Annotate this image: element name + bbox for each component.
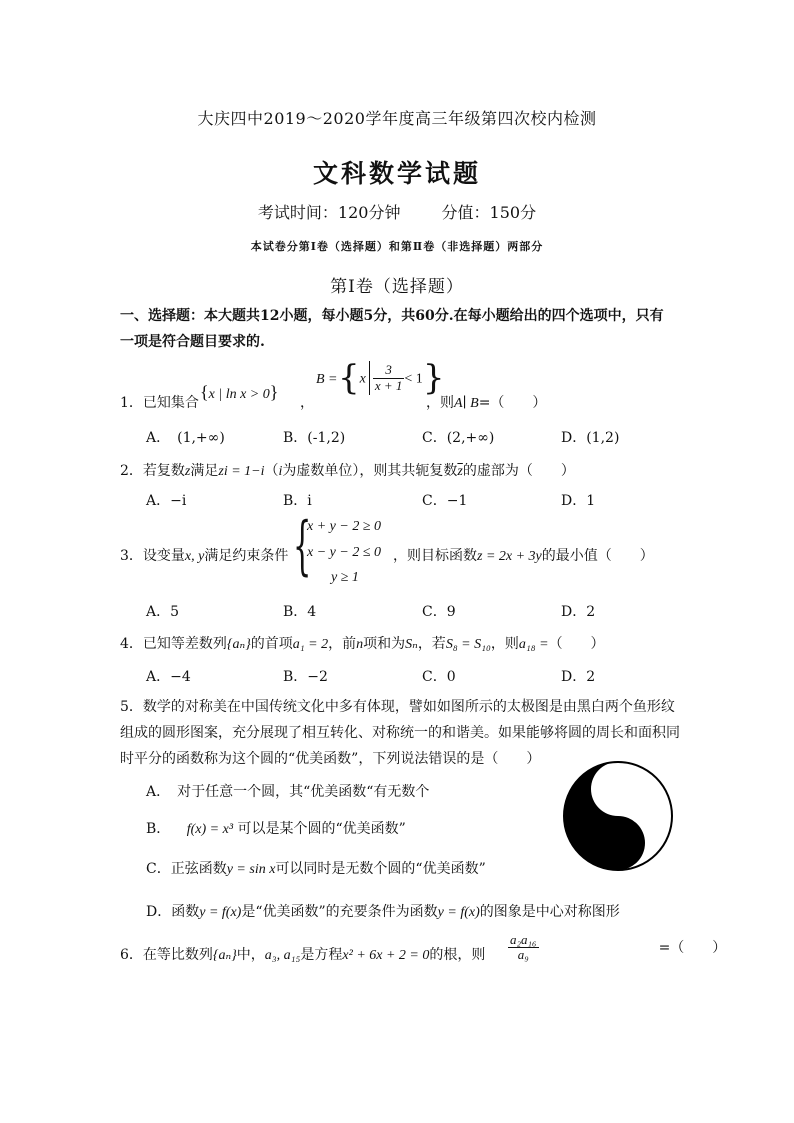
- q4-n: n: [356, 637, 364, 652]
- q1-setB-lbrace: {: [338, 358, 360, 398]
- exam-time: 考试时间：120分钟: [257, 203, 401, 222]
- q1-eq: =（ ）: [478, 395, 547, 411]
- q4-stem: [120, 633, 605, 653]
- q3-option-b: B．4: [283, 604, 317, 620]
- q4-sn: Sₙ: [405, 637, 418, 652]
- q3-tail: 的最小值（ ）: [541, 548, 654, 564]
- q6-text-d: 的根，则: [429, 947, 486, 963]
- q5-option-d-post: 的图象是中心对称图形: [479, 904, 620, 920]
- q4-option-b: B．−2: [283, 669, 328, 685]
- exam-meta: [0, 200, 794, 223]
- q1-setA-lbrace: {: [200, 382, 209, 402]
- q6-eqn: x² + 6x + 2 = 0: [342, 948, 430, 963]
- q1-option-c: C．(2,+∞): [422, 430, 495, 446]
- q4-option-d: D．2: [561, 669, 596, 685]
- q4-text-d: 项和为: [363, 636, 406, 652]
- q3-prefix-text: 3．设变量: [120, 548, 185, 564]
- q5-option-a: A． 对于任意一个圆，其“优美函数“有无数个: [146, 784, 430, 800]
- q1-setB-tail: < 1: [404, 371, 423, 387]
- q3-prefix: [120, 545, 288, 565]
- q3-suffix-text: ，则目标函数: [393, 548, 477, 564]
- q2-text-c: （: [264, 463, 279, 479]
- q4-text-g: （ ）: [548, 636, 605, 652]
- q5-line3: 时平分的函数称为这个圆的“优美函数”，下列说法错误的是（ ）: [120, 751, 541, 767]
- q1-setA-rbrace: }: [269, 382, 279, 402]
- q5-option-c-post: 可以同时是无数个圆的“优美函数”: [275, 861, 486, 877]
- q4-a18: a₁₈ =: [518, 637, 549, 652]
- q5-line1: 5．数学的对称美在中国传统文化中多有体现，譬如如图所示的太极图是由黑白两个鱼形纹: [120, 699, 675, 715]
- q1-suffix-text: ，则: [426, 395, 454, 411]
- q1-setB-bar: [369, 361, 370, 395]
- q6-seq: {aₙ}: [212, 948, 237, 963]
- q2-text-d: 为虚数单位），则其共轭复数: [282, 463, 458, 479]
- q3-constraint-2: x − y − 2 ≤ 0: [307, 545, 382, 560]
- q5-option-b-post: 可以是某个圆的“优美函数”: [237, 821, 406, 837]
- q4-seq: {aₙ}: [226, 637, 251, 652]
- page-title: 文科数学试题: [312, 159, 481, 188]
- q2-z: z: [184, 464, 191, 479]
- q6-text-a: 6．在等比数列: [120, 947, 213, 963]
- q3-objective: z = 2x + 3y: [477, 549, 542, 564]
- q4-a1: a₁ = 2: [292, 637, 329, 652]
- q1-option-a: A． (1,+∞): [146, 430, 225, 446]
- q1-prefix: 1．已知集合: [120, 395, 199, 411]
- q1-option-d: D．(1,2): [561, 430, 620, 446]
- q1-frac-den: x + 1: [374, 377, 403, 393]
- q6-fraction: [508, 932, 727, 963]
- q5-option-b: [146, 818, 406, 838]
- q1-setA: [200, 382, 278, 403]
- q6-terms: a₃, a₁₅: [264, 948, 301, 963]
- taiji-figure: [562, 760, 674, 872]
- q2-text-a: 2．若复数: [120, 463, 185, 479]
- q5-option-d-pre: D．函数: [146, 904, 200, 920]
- school-line: 大庆四中2019～2020学年度高三年级第四次校内检测: [197, 109, 597, 128]
- q1-op: A∣ B: [454, 396, 479, 411]
- q6-frac: [508, 933, 539, 963]
- q6-text-c: 是方程: [300, 947, 343, 963]
- q3-option-a: A．5: [146, 604, 180, 620]
- q6-frac-den: a₉: [517, 947, 529, 963]
- q2-stem: [120, 460, 575, 480]
- q6-frac-num: a₂a₁₆: [510, 932, 537, 947]
- q1-setB-label: B =: [316, 372, 338, 387]
- q1-setB-rbrace: }: [422, 358, 445, 398]
- q3-mid: 满足约束条件: [204, 548, 289, 564]
- q3-constraint-3: y ≥ 1: [331, 570, 359, 585]
- q2-option-c: C．−1: [422, 493, 468, 509]
- q2-text-e: 的虚部为（ ）: [462, 463, 575, 479]
- q4-option-c: C．0: [422, 669, 456, 685]
- q4-option-a: A．−4: [146, 669, 191, 685]
- q4-text-b: 的首项: [250, 636, 293, 652]
- q3-vars: x, y: [184, 549, 205, 564]
- exam-score: 分值：150分: [441, 203, 537, 222]
- q1-comma: ，: [300, 395, 314, 411]
- q4-text-a: 4．已知等差数列: [120, 636, 227, 652]
- q5-option-d: [146, 901, 620, 921]
- exam-note: 本试卷分第Ⅰ卷（选择题）和第Ⅱ卷（非选择题）两部分: [250, 240, 544, 253]
- q3-constraint-brace: {: [293, 509, 312, 583]
- q3-option-d: D．2: [561, 604, 596, 620]
- q4-text-f: ，则: [490, 636, 519, 652]
- section-instructions-line1: 一、选择题：本大题共12小题，每小题5分，共60分.在每小题给出的四个选项中，只有: [120, 308, 664, 324]
- q5-line2: 组成的圆形图案，充分展现了相互转化、对称统一的和谐美。如果能够将圆的周长和面积同: [120, 725, 680, 741]
- taiji-black-dot: [610, 835, 626, 851]
- q1-frac-num: 3: [373, 363, 405, 378]
- q5-option-c-pre: C．正弦函数: [146, 861, 227, 877]
- q3-suffix: [393, 545, 654, 565]
- q2-option-b: B．i: [283, 493, 312, 509]
- q2-i: i: [278, 464, 283, 479]
- q5-option-d-math2: y = f(x): [437, 905, 480, 920]
- q1-setB-frac: [373, 363, 405, 393]
- q5-option-c: [146, 858, 486, 878]
- q1-setB-x: x: [359, 371, 366, 387]
- section-instructions-line2: 一项是符合题目要求的.: [120, 334, 265, 350]
- q1-setA-body: x | ln x > 0: [208, 387, 270, 402]
- q5-option-c-math: y = sin x: [226, 862, 276, 877]
- q2-text-b: 满足: [190, 463, 219, 479]
- q2-option-a: A．−i: [146, 493, 187, 509]
- q3-constraint-1: x + y − 2 ≥ 0: [307, 519, 382, 534]
- q5-option-b-pre: B．: [146, 821, 171, 837]
- q4-cond: S₈ = S₁₀: [445, 637, 491, 652]
- q6-stem: [120, 944, 485, 964]
- q3-option-c: C．9: [422, 604, 456, 620]
- q6-text-b: 中，: [236, 947, 265, 963]
- q4-text-e: ，若: [417, 636, 446, 652]
- q2-eqn: zi = 1−i: [218, 464, 265, 479]
- q1-option-b: B．(-1,2): [283, 430, 346, 446]
- taiji-white-dot: [610, 781, 626, 797]
- q5-option-b-math: f(x) = x³: [186, 822, 234, 837]
- q4-text-c: ，前: [328, 636, 357, 652]
- q2-option-d: D．1: [561, 493, 596, 509]
- q1-suffix: [426, 392, 546, 412]
- q6-text-e: =（ ）: [658, 940, 727, 957]
- q2-zbar: $\overline{z}$: [457, 464, 463, 479]
- part-heading: 第Ⅰ卷（选择题）: [330, 277, 464, 297]
- q5-option-d-math1: y = f(x): [199, 905, 242, 920]
- q5-option-d-mid: 是“优美函数”的充要条件为函数: [241, 904, 438, 920]
